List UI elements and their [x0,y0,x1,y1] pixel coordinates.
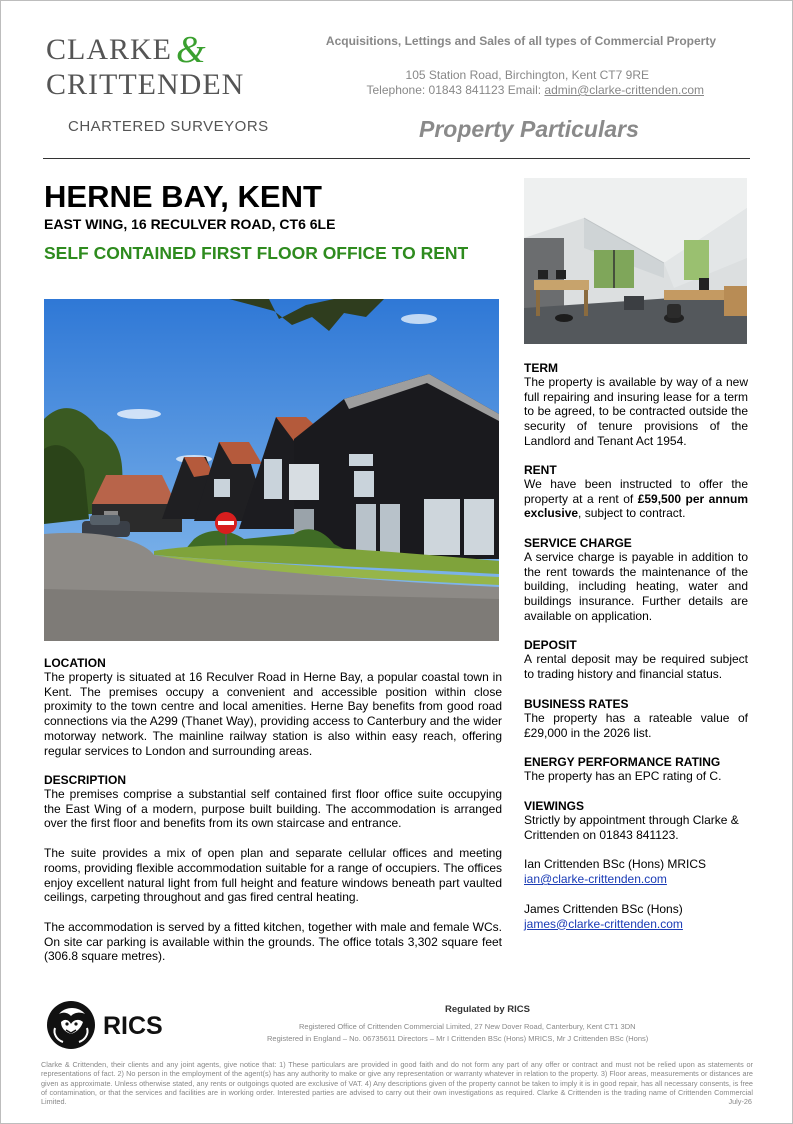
rent-section [524,463,748,521]
deposit-section [524,638,748,681]
description-paragraph-3: The accommodation is served by a fitted kitchen, together with male and female WCs. On site car parking is available within the grounds. The office totals 3,302 square feet (306.8 square metres). [44,919,502,964]
term-section [524,361,748,449]
logo-ampersand: & [176,29,207,71]
description-section [44,773,502,964]
registered-england: Registered in England – No. 06735611 Directors – Mr I Crittenden BSc (Hons) MRICS, Mr J Crittenden BSc (Hons) [267,1034,649,1043]
epc-text: The property has an EPC rating of C. [524,769,722,783]
term-title: TERM [524,361,558,375]
contact-ian-email-link[interactable]: ian@clarke-crittenden.com [524,872,667,887]
property-headline: SELF CONTAINED FIRST FLOOR OFFICE TO RENT [44,243,469,263]
rent-title: RENT [524,463,557,477]
description-paragraph-2: The suite provides a mix of open plan and separate cellular offices and meeting rooms, providing flexible accommodation suitable for a range of occupiers. The offices enjoy excellent natural light from full height and feature windows beneath part vaulted ceilings, carpeting throughout and gas fired central heating. [44,846,502,905]
property-address: EAST WING, 16 RECULVER ROAD, CT6 6LE [44,216,336,232]
rent-text-post: , subject to contract. [578,506,686,521]
legal-disclaimer: Clarke & Crittenden, their clients and any joint agents, give notice that: 1) These particulars are provided in good faith and do not form any part of any offer or contract and must not be relied upon as statements or representations of fact. 2) No person in the employment of the agent(s) has any authority to make or give any representation or warranty whatever in relation to the property. 3) Floor areas, measurements or distances are given as approximate. Unless otherwise stated, any rents or outgoings quoted are exclusive of VAT. 4) Any descriptions given of the property cannot be taken to imply it is in good repair, has all necessary consents, is free of contamination, or that the services and facilities are in working order. Interested parties are advised to carry out their own investigations as required. Clarke & Crittenden is the trading name of Crittenden Commercial Limited. [41,1060,753,1107]
term-text: The property is available by way of a new full repairing and insuring lease for a term to be agreed, to be contracted outside the security of tenure provisions of the Landlord and Tenant Act 1954. [524,375,748,448]
rics-wordmark: RICS [103,1012,163,1040]
location-text: The property is situated at 16 Reculver Road in Herne Bay, a popular coastal town in Kent. The premises occupy a convenient and accessible position within close proximity to the town centre and local amenities. Herne Bay benefits from good road connections via the A299 (Thanet Way), providing access to Canterbury and the wider motorway network. The mainline railway station is also within easy reach, offering regular services to London and surrounding areas. [44,670,502,758]
admin-email-link[interactable]: admin@clarke-crittenden.com [544,83,704,97]
description-title: DESCRIPTION [44,773,127,787]
contact-james-name: James Crittenden BSc (Hons) [524,901,683,916]
company-tagline: Acquisitions, Lettings and Sales of all types of Commercial Property [325,34,716,48]
service-charge-title: SERVICE CHARGE [524,536,632,550]
property-town: HERNE BAY, KENT [44,179,322,214]
rent-text-pre: We have been instructed to offer the property at a rent of [524,477,748,506]
company-logo [46,31,269,135]
deposit-text: A rental deposit may be required subject to trading history and financial status. [524,652,748,681]
logo-clarke: CLARKE [46,33,172,66]
phone-label: Telephone: 01843 841123 Email: [366,83,545,97]
epc-section [524,755,748,784]
business-rates-section [524,697,748,740]
logo-crittenden: CRITTENDEN [46,68,245,101]
building-exterior-photo [44,299,499,641]
deposit-title: DEPOSIT [524,638,577,652]
document-date: July-26 [728,1097,752,1106]
viewings-section [524,799,748,931]
location-section [44,656,502,758]
business-rates-text: The property has a rateable value of £29,000 in the 2026 list. [524,711,748,740]
service-charge-text: A service charge is payable in addition to the rent towards the maintenance of the building, including heating, water and buildings insurance. Further details are available on application. [524,550,748,623]
location-title: LOCATION [44,656,106,670]
rics-logo [47,998,197,1057]
rics-lion-icon [47,1001,95,1049]
service-charge-section [524,536,748,624]
viewings-title: VIEWINGS [524,799,585,813]
contact-james-email-link[interactable]: james@clarke-crittenden.com [524,916,683,931]
logo-subtitle: CHARTERED SURVEYORS [68,118,269,135]
viewings-text: Strictly by appointment through Clarke & Crittenden on 01843 841123. [524,813,739,842]
office-interior-photo [524,178,747,344]
epc-title: ENERGY PERFORMANCE RATING [524,755,721,769]
business-rates-title: BUSINESS RATES [524,697,629,711]
rent-amount: £59,500 per annum exclusive [524,491,748,521]
header-divider [43,158,750,159]
contact-ian-name: Ian Crittenden BSc (Hons) MRICS [524,857,707,872]
regulated-by: Regulated by RICS [445,1004,530,1015]
description-paragraph-1: The premises comprise a substantial self contained first floor office suite occupying the East Wing of a modern, purpose built building. The accommodation is arranged over the first floor and benefits from its own staircase and entrance. [44,787,502,831]
company-contact [367,83,705,97]
registered-office: Registered Office of Crittenden Commercial Limited, 27 New Dover Road, Canterbury, Kent CT1 3DN [299,1022,636,1031]
company-address: 105 Station Road, Birchington, Kent CT7 9RE [405,68,649,82]
document-type-heading: Property Particulars [419,116,639,142]
rent-text [524,477,748,521]
